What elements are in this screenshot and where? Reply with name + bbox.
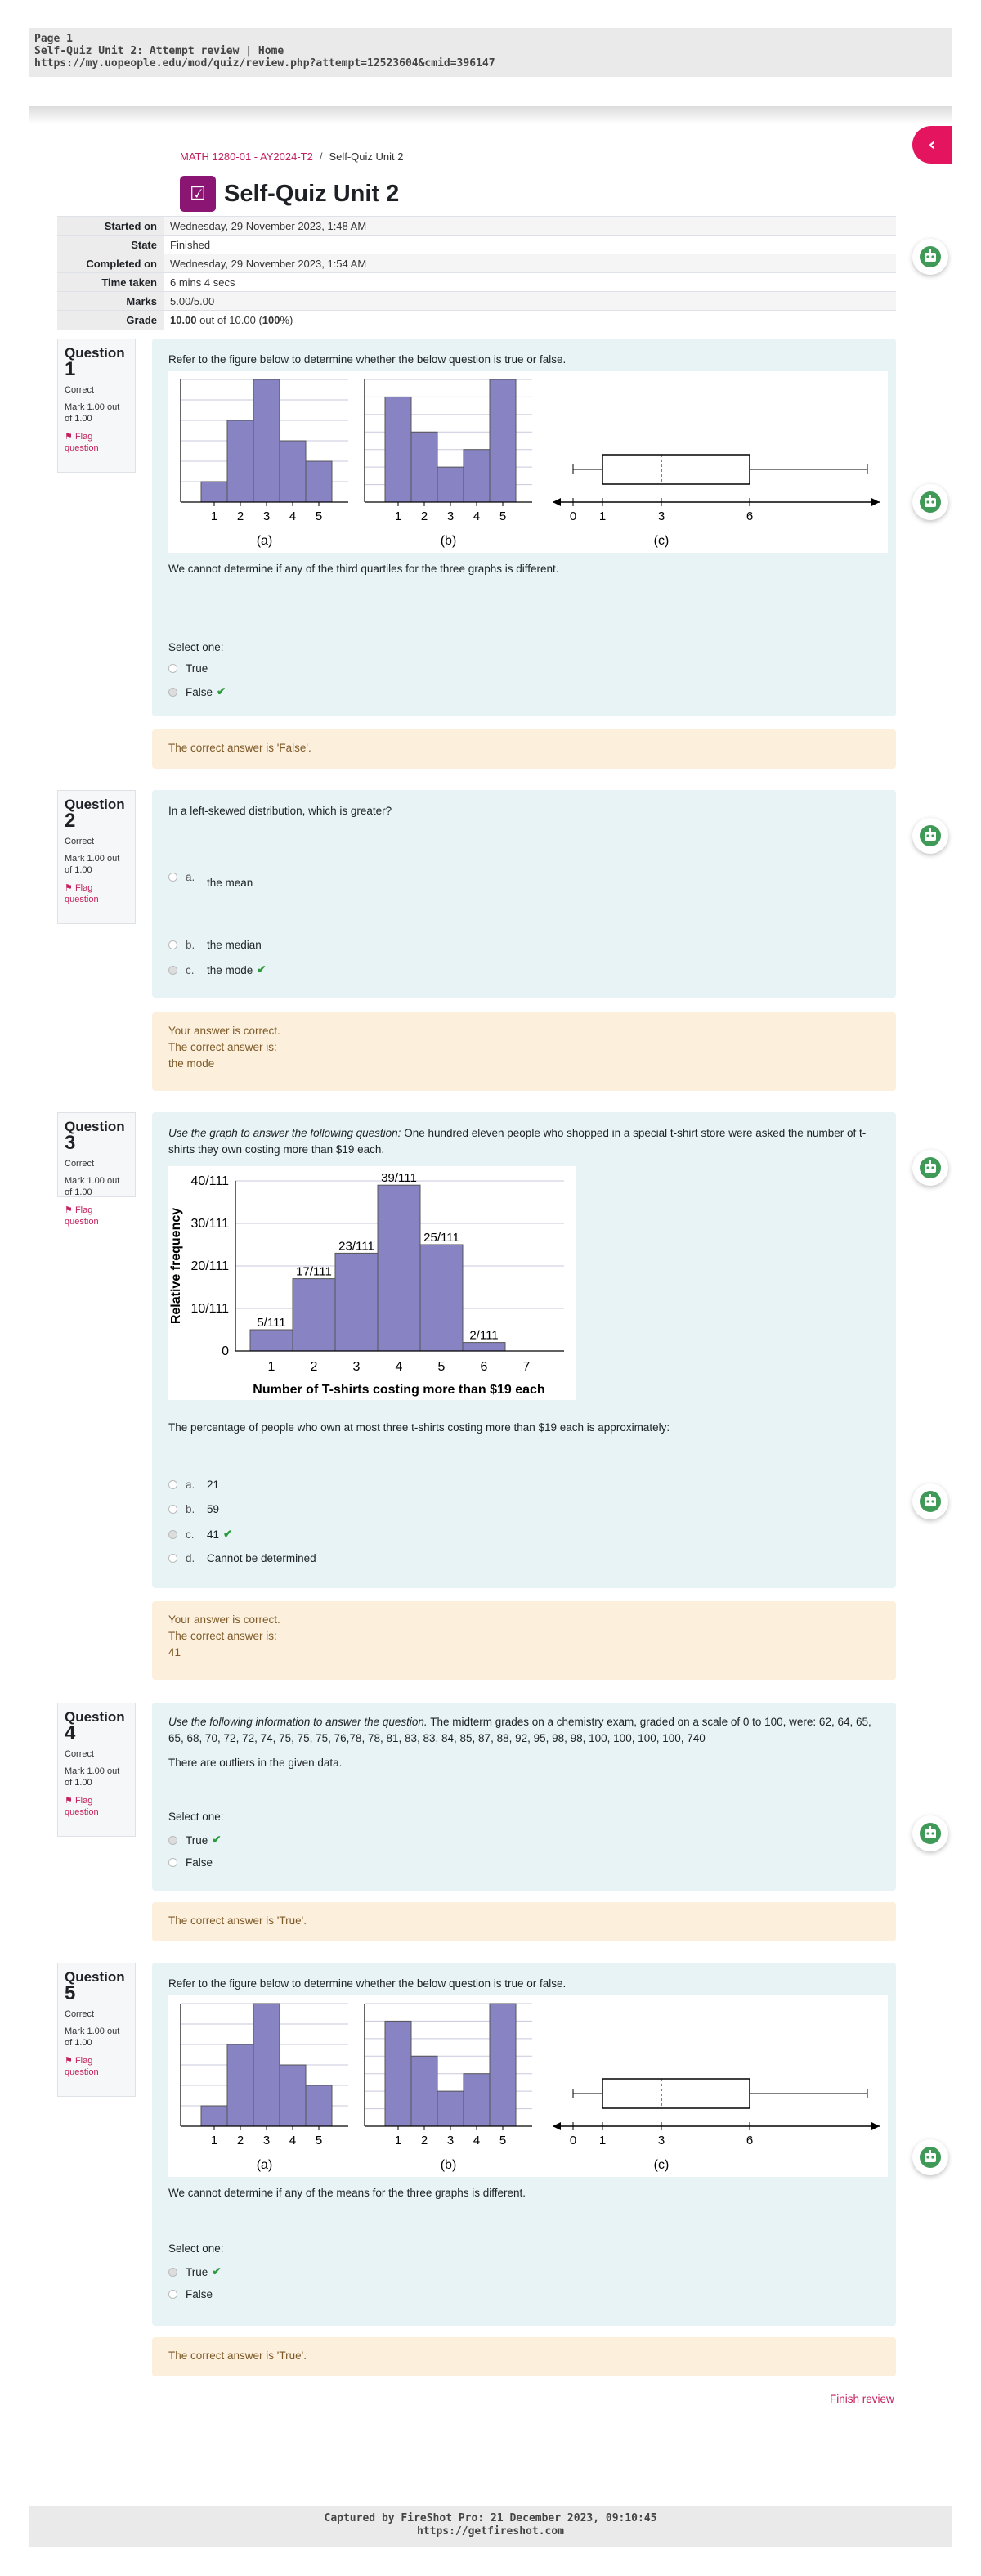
answer-option[interactable] [168, 1479, 219, 1491]
feedback-line: The correct answer is 'True'. [168, 2349, 307, 2362]
summary-value: Wednesday, 29 November 2023, 1:48 AM [170, 219, 367, 232]
robot-chat-icon[interactable] [912, 1150, 948, 1186]
question-mark: Mark 1.00 out of 1.00 [65, 1176, 120, 1197]
bar-value-label: 23/111 [338, 1239, 374, 1254]
robot-chat-icon[interactable] [912, 1483, 948, 1519]
finish-review-link[interactable]: Finish review [830, 2393, 894, 2405]
answer-option[interactable] [168, 1528, 232, 1541]
x-tick-label: 4 [473, 509, 481, 523]
select-one-prompt: Select one: [168, 1811, 224, 1823]
summary-label: Completed on [57, 254, 164, 273]
x-tick-label: 3 [446, 509, 455, 523]
x-tick-label: 1 [210, 509, 218, 523]
question-status: Correct [65, 2009, 95, 2019]
histogram-bar [227, 420, 253, 502]
bar-value-label: 17/111 [296, 1264, 332, 1279]
chart-caption: (a) [256, 2158, 273, 2172]
option-letter: a. [186, 871, 195, 883]
attempt-summary-table [57, 216, 896, 330]
chart-caption: (c) [653, 2158, 670, 2172]
x-tick-label: 4 [289, 509, 297, 523]
frequency-bar [335, 1253, 378, 1351]
histogram-bar [490, 2004, 516, 2126]
summary-label: Started on [57, 217, 164, 236]
option-text: True [186, 2265, 208, 2278]
chart-caption: (c) [653, 534, 670, 548]
chart-caption: (b) [440, 534, 457, 548]
question-text-body: One hundred eleven people who shopped in a special t-shirt store were asked the number of t-shirts they own costing more than $19 each. [168, 1127, 867, 1156]
flag-label: Flag question [65, 1205, 99, 1227]
option-text: False [186, 685, 213, 698]
box [602, 2079, 750, 2108]
breadcrumb-current: Self-Quiz Unit 2 [329, 150, 404, 163]
checkmark-icon: ✔ [223, 1528, 233, 1540]
x-tick-label: 6 [480, 1360, 488, 1374]
robot-chat-icon[interactable] [912, 484, 948, 520]
bar-value-label: 5/111 [257, 1316, 286, 1330]
histogram-bar [253, 2004, 280, 2126]
flag-label: Flag question [65, 1796, 99, 1817]
option-letter: b. [186, 1503, 195, 1515]
question-text-body: The midterm grades on a chemistry exam, graded on a scale of 0 to 100, were: 62, 64, 65, 65, 68, 70, 72, 72, 74, 75, 75, 75, 76,78, 78, 81, 83, 83, 84, 85, 87, 88, 92, 95, 98, 98, 100, 100, 100, 100, 740 [168, 1716, 871, 1744]
question-content [152, 339, 896, 716]
radio-button[interactable] [168, 940, 177, 949]
summary-row [57, 311, 896, 330]
summary-row [57, 236, 896, 254]
summary-value: 6 mins 4 secs [170, 276, 235, 289]
histogram-bar [411, 432, 437, 502]
bar-value-label: 2/111 [469, 1328, 499, 1343]
y-tick-label: 30/111 [190, 1217, 229, 1231]
radio-button[interactable] [168, 1505, 177, 1514]
option-text: 41 [207, 1528, 220, 1541]
radio-button[interactable] [168, 664, 177, 673]
flag-question-link[interactable] [65, 1205, 128, 1227]
footer-url: https://getfireshot.com [416, 2525, 564, 2538]
flag-icon: ⚑ [65, 1205, 73, 1215]
option-letter: c. [186, 1528, 195, 1541]
histogram-bar [411, 2056, 437, 2126]
question-label: Question [65, 1969, 125, 1985]
flag-question-link[interactable] [65, 431, 128, 454]
bar-value-label: 39/111 [381, 1171, 417, 1186]
frequency-bar [293, 1279, 335, 1351]
fireshot-header [29, 28, 952, 77]
radio-button[interactable] [168, 2290, 177, 2299]
radio-button[interactable] [168, 688, 177, 697]
histogram-bar [201, 482, 227, 502]
radio-button[interactable] [168, 1836, 177, 1845]
question-status: Correct [65, 1749, 95, 1759]
x-tick-label: 3 [352, 1360, 361, 1374]
summary-row [57, 254, 896, 273]
option-text: True [186, 662, 208, 675]
arrow-left-icon [553, 2122, 561, 2130]
x-tick-label: 4 [395, 1360, 403, 1374]
robot-chat-icon[interactable] [912, 239, 948, 275]
feedback-line: The correct answer is: [168, 1041, 277, 1053]
histogram-bar [490, 379, 516, 502]
histogram-bar [253, 379, 280, 502]
answer-option[interactable] [168, 1552, 316, 1564]
flag-label: Flag question [65, 432, 99, 453]
question-content [152, 790, 896, 998]
x-tick-label: 7 [522, 1360, 531, 1374]
breadcrumb [180, 150, 404, 163]
feedback-box [152, 2337, 896, 2376]
answer-option[interactable] [168, 1856, 213, 1869]
y-tick-label: 0 [222, 1344, 229, 1358]
checkmark-icon: ✔ [257, 963, 267, 976]
question-number [65, 346, 128, 379]
question-mark: Mark 1.00 out of 1.00 [65, 1766, 120, 1788]
histogram-bar [306, 2085, 332, 2126]
frequency-bar [250, 1330, 293, 1351]
option-text: False [186, 1856, 213, 1869]
x-axis-title: Number of T-shirts costing more than $19 each [253, 1383, 545, 1397]
summary-value: 5.00/5.00 [170, 294, 215, 307]
summary-label: State [57, 236, 164, 254]
flag-icon: ⚑ [65, 883, 73, 893]
question-info [57, 790, 136, 924]
question-text [168, 1125, 880, 1158]
chevron-left-icon[interactable]: ‹ [912, 126, 952, 164]
question-info [57, 339, 136, 473]
answer-option[interactable] [168, 1833, 222, 1847]
x-tick-label: 1 [394, 2134, 402, 2147]
question-subtext: We cannot determine if any of the third quartiles for the three graphs is different. [168, 563, 559, 575]
question-mark: Mark 1.00 out of 1.00 [65, 854, 120, 875]
summary-value: Wednesday, 29 November 2023, 1:54 AM [170, 257, 367, 270]
x-tick-label: 5 [315, 2134, 323, 2147]
option-text: the median [207, 939, 262, 951]
x-tick-label: 4 [473, 2134, 481, 2147]
answer-option[interactable] [168, 2265, 222, 2278]
histogram-bar [385, 397, 411, 502]
radio-button[interactable] [168, 1530, 177, 1539]
histogram-boxplot-figure [168, 1995, 888, 2177]
feedback-line: Your answer is correct. [168, 1613, 280, 1626]
question-num: 4 [65, 1722, 76, 1744]
breadcrumb-separator: / [319, 150, 323, 163]
question-text-italic: Use the graph to answer the following question: [168, 1127, 401, 1139]
flag-question-link[interactable] [65, 2055, 128, 2078]
summary-label: Time taken [57, 273, 164, 292]
x-tick-label: 2 [236, 2134, 244, 2147]
x-tick-label: 1 [394, 509, 402, 523]
question-num: 5 [65, 1982, 76, 2004]
arrow-right-icon [871, 2122, 880, 2130]
question-num: 1 [65, 358, 76, 380]
histogram-bar [280, 441, 306, 502]
flag-icon: ⚑ [65, 2056, 73, 2066]
axis-tick-label: 3 [657, 2134, 665, 2147]
radio-button[interactable] [168, 1480, 177, 1489]
bar-value-label: 25/111 [423, 1231, 459, 1245]
grade-mid: out of 10.00 ( [196, 313, 262, 326]
select-one-prompt: Select one: [168, 641, 224, 653]
question-number [65, 1120, 128, 1152]
x-tick-label: 5 [499, 509, 507, 523]
summary-value: Finished [170, 238, 211, 251]
question-content [152, 1112, 896, 1588]
y-axis-title: Relative frequency [169, 1207, 183, 1325]
x-tick-label: 3 [446, 2134, 455, 2147]
x-tick-label: 5 [499, 2134, 507, 2147]
arrow-right-icon [871, 498, 880, 506]
question-text: Refer to the figure below to determine whether the below question is true or false. [168, 353, 567, 366]
histogram-boxplot-figure [168, 371, 888, 553]
feedback-box [152, 1601, 896, 1680]
box [602, 455, 750, 484]
x-tick-label: 5 [315, 509, 323, 523]
select-one-prompt: Select one: [168, 2242, 224, 2255]
option-letter: d. [186, 1552, 195, 1564]
flag-label: Flag question [65, 883, 99, 904]
axis-tick-label: 0 [569, 509, 577, 523]
radio-button[interactable] [168, 966, 177, 975]
question-num: 2 [65, 810, 76, 832]
frequency-bar [463, 1343, 505, 1351]
histogram-bar [464, 450, 490, 502]
feedback-line: 41 [168, 1646, 181, 1658]
robot-chat-icon[interactable] [912, 1815, 948, 1851]
answer-option[interactable] [168, 963, 267, 976]
x-tick-label: 5 [437, 1360, 446, 1374]
question-info [57, 1703, 136, 1837]
summary-row [57, 292, 896, 311]
question-subtext: The percentage of people who own at most three t-shirts costing more than $19 each is approximately: [168, 1421, 670, 1434]
tshirt-frequency-chart [168, 1166, 576, 1400]
y-tick-label: 20/111 [190, 1259, 229, 1273]
question-subtext: There are outliers in the given data. [168, 1757, 343, 1769]
checkmark-icon: ✔ [217, 685, 226, 698]
question-label: Question [65, 797, 125, 812]
question-content [152, 1963, 896, 2326]
histogram-bar [201, 2106, 227, 2126]
x-tick-label: 4 [289, 2134, 297, 2147]
question-text-italic: Use the following information to answer the question. [168, 1716, 428, 1728]
feedback-box [152, 729, 896, 769]
question-number [65, 1970, 128, 2003]
x-tick-label: 1 [267, 1360, 275, 1374]
robot-chat-icon[interactable] [912, 818, 948, 854]
question-content [152, 1703, 896, 1891]
x-tick-label: 2 [236, 509, 244, 523]
axis-tick-label: 0 [569, 2134, 577, 2147]
chart-caption: (b) [440, 2158, 457, 2172]
arrow-left-icon [553, 498, 561, 506]
option-text: 21 [207, 1479, 220, 1491]
question-info [57, 1112, 136, 1227]
histogram-bar [227, 2044, 253, 2126]
feedback-line: The correct answer is: [168, 1630, 277, 1642]
y-tick-label: 40/111 [190, 1174, 229, 1188]
radio-button[interactable] [168, 1858, 177, 1867]
x-tick-label: 3 [262, 509, 271, 523]
x-tick-label: 3 [262, 2134, 271, 2147]
question-text [168, 1714, 880, 1747]
flag-question-link[interactable] [65, 1795, 128, 1818]
axis-tick-label: 3 [657, 509, 665, 523]
header-title: Self-Quiz Unit 2: Attempt review | Home [34, 45, 284, 57]
grade-end: %) [280, 313, 293, 326]
option-letter: b. [186, 939, 195, 951]
x-tick-label: 1 [210, 2134, 218, 2147]
checkmark-icon: ✔ [212, 1833, 222, 1846]
feedback-box [152, 1902, 896, 1941]
y-tick-label: 10/111 [190, 1302, 229, 1316]
flag-icon: ⚑ [65, 432, 73, 442]
question-label: Question [65, 1709, 125, 1725]
axis-tick-label: 1 [598, 509, 607, 523]
grade-percent: 100 [262, 313, 280, 326]
question-label: Question [65, 1119, 125, 1134]
option-text: Cannot be determined [207, 1552, 316, 1564]
question-number [65, 797, 128, 830]
axis-tick-label: 6 [746, 509, 754, 523]
answer-option[interactable] [168, 2288, 213, 2300]
page-header [180, 175, 399, 213]
histogram-bar [306, 461, 332, 502]
histogram-bar [437, 2091, 464, 2126]
histogram-bar [385, 2021, 411, 2126]
header-page: Page 1 [34, 33, 73, 45]
answer-option[interactable] [168, 939, 262, 951]
summary-value [164, 311, 896, 330]
option-text: the mean [207, 877, 253, 889]
histogram-bar [464, 2074, 490, 2126]
grade-score: 10.00 [170, 313, 197, 326]
answer-option[interactable] [168, 1503, 219, 1515]
summary-row [57, 217, 896, 236]
option-text: True [186, 1833, 208, 1847]
option-text: False [186, 2288, 213, 2300]
answer-option[interactable] [168, 662, 208, 675]
radio-button[interactable] [168, 873, 177, 882]
question-num: 3 [65, 1132, 76, 1154]
frequency-bar [378, 1185, 420, 1351]
fireshot-footer [29, 2506, 952, 2547]
histogram-bar [280, 2065, 306, 2126]
robot-chat-icon[interactable] [912, 2139, 948, 2175]
flag-question-link[interactable] [65, 882, 128, 905]
question-mark: Mark 1.00 out of 1.00 [65, 402, 120, 424]
question-status: Correct [65, 385, 95, 395]
feedback-box [152, 1012, 896, 1091]
question-info [57, 1963, 136, 2097]
feedback-line: Your answer is correct. [168, 1025, 280, 1037]
question-label: Question [65, 345, 125, 361]
flag-label: Flag question [65, 2056, 99, 2077]
answer-option[interactable] [168, 685, 226, 698]
option-letter: c. [186, 963, 195, 976]
summary-label: Marks [57, 292, 164, 311]
feedback-line: The correct answer is 'False'. [168, 742, 311, 754]
radio-button[interactable] [168, 1554, 177, 1563]
question-subtext: We cannot determine if any of the means for the three graphs is different. [168, 2187, 526, 2199]
question-text: In a left-skewed distribution, which is greater? [168, 805, 392, 817]
axis-tick-label: 6 [746, 2134, 754, 2147]
answer-option[interactable] [168, 865, 253, 889]
summary-row [57, 273, 896, 292]
question-status: Correct [65, 1159, 95, 1169]
radio-button[interactable] [168, 2268, 177, 2277]
histogram-bar [437, 467, 464, 502]
footer-captured: Captured by FireShot Pro: 21 December 2023, 09:10:45 [324, 2512, 657, 2524]
checkmark-icon: ✔ [212, 2265, 222, 2278]
option-text: 59 [207, 1503, 220, 1515]
axis-tick-label: 1 [598, 2134, 607, 2147]
summary-label: Grade [57, 311, 164, 330]
x-tick-label: 2 [420, 2134, 428, 2147]
feedback-line: The correct answer is 'True'. [168, 1914, 307, 1927]
option-text: the mode [207, 963, 253, 976]
question-number [65, 1710, 128, 1743]
feedback-line: the mode [168, 1057, 215, 1070]
chart-caption: (a) [256, 534, 273, 548]
quiz-checkbox-icon: ☑ [180, 176, 216, 212]
x-tick-label: 2 [420, 509, 428, 523]
question-status: Correct [65, 837, 95, 846]
flag-icon: ⚑ [65, 1796, 73, 1806]
top-navbar [29, 106, 952, 124]
x-tick-label: 2 [310, 1360, 318, 1374]
question-text: Refer to the figure below to determine whether the below question is true or false. [168, 1977, 567, 1990]
option-letter: a. [186, 1479, 195, 1491]
frequency-bar [420, 1245, 463, 1351]
header-url: https://my.uopeople.edu/mod/quiz/review.php?attempt=12523604&cmid=396147 [34, 57, 495, 70]
page-title: Self-Quiz Unit 2 [224, 180, 400, 207]
question-mark: Mark 1.00 out of 1.00 [65, 2026, 120, 2048]
breadcrumb-course-link[interactable]: MATH 1280-01 - AY2024-T2 [180, 150, 313, 163]
